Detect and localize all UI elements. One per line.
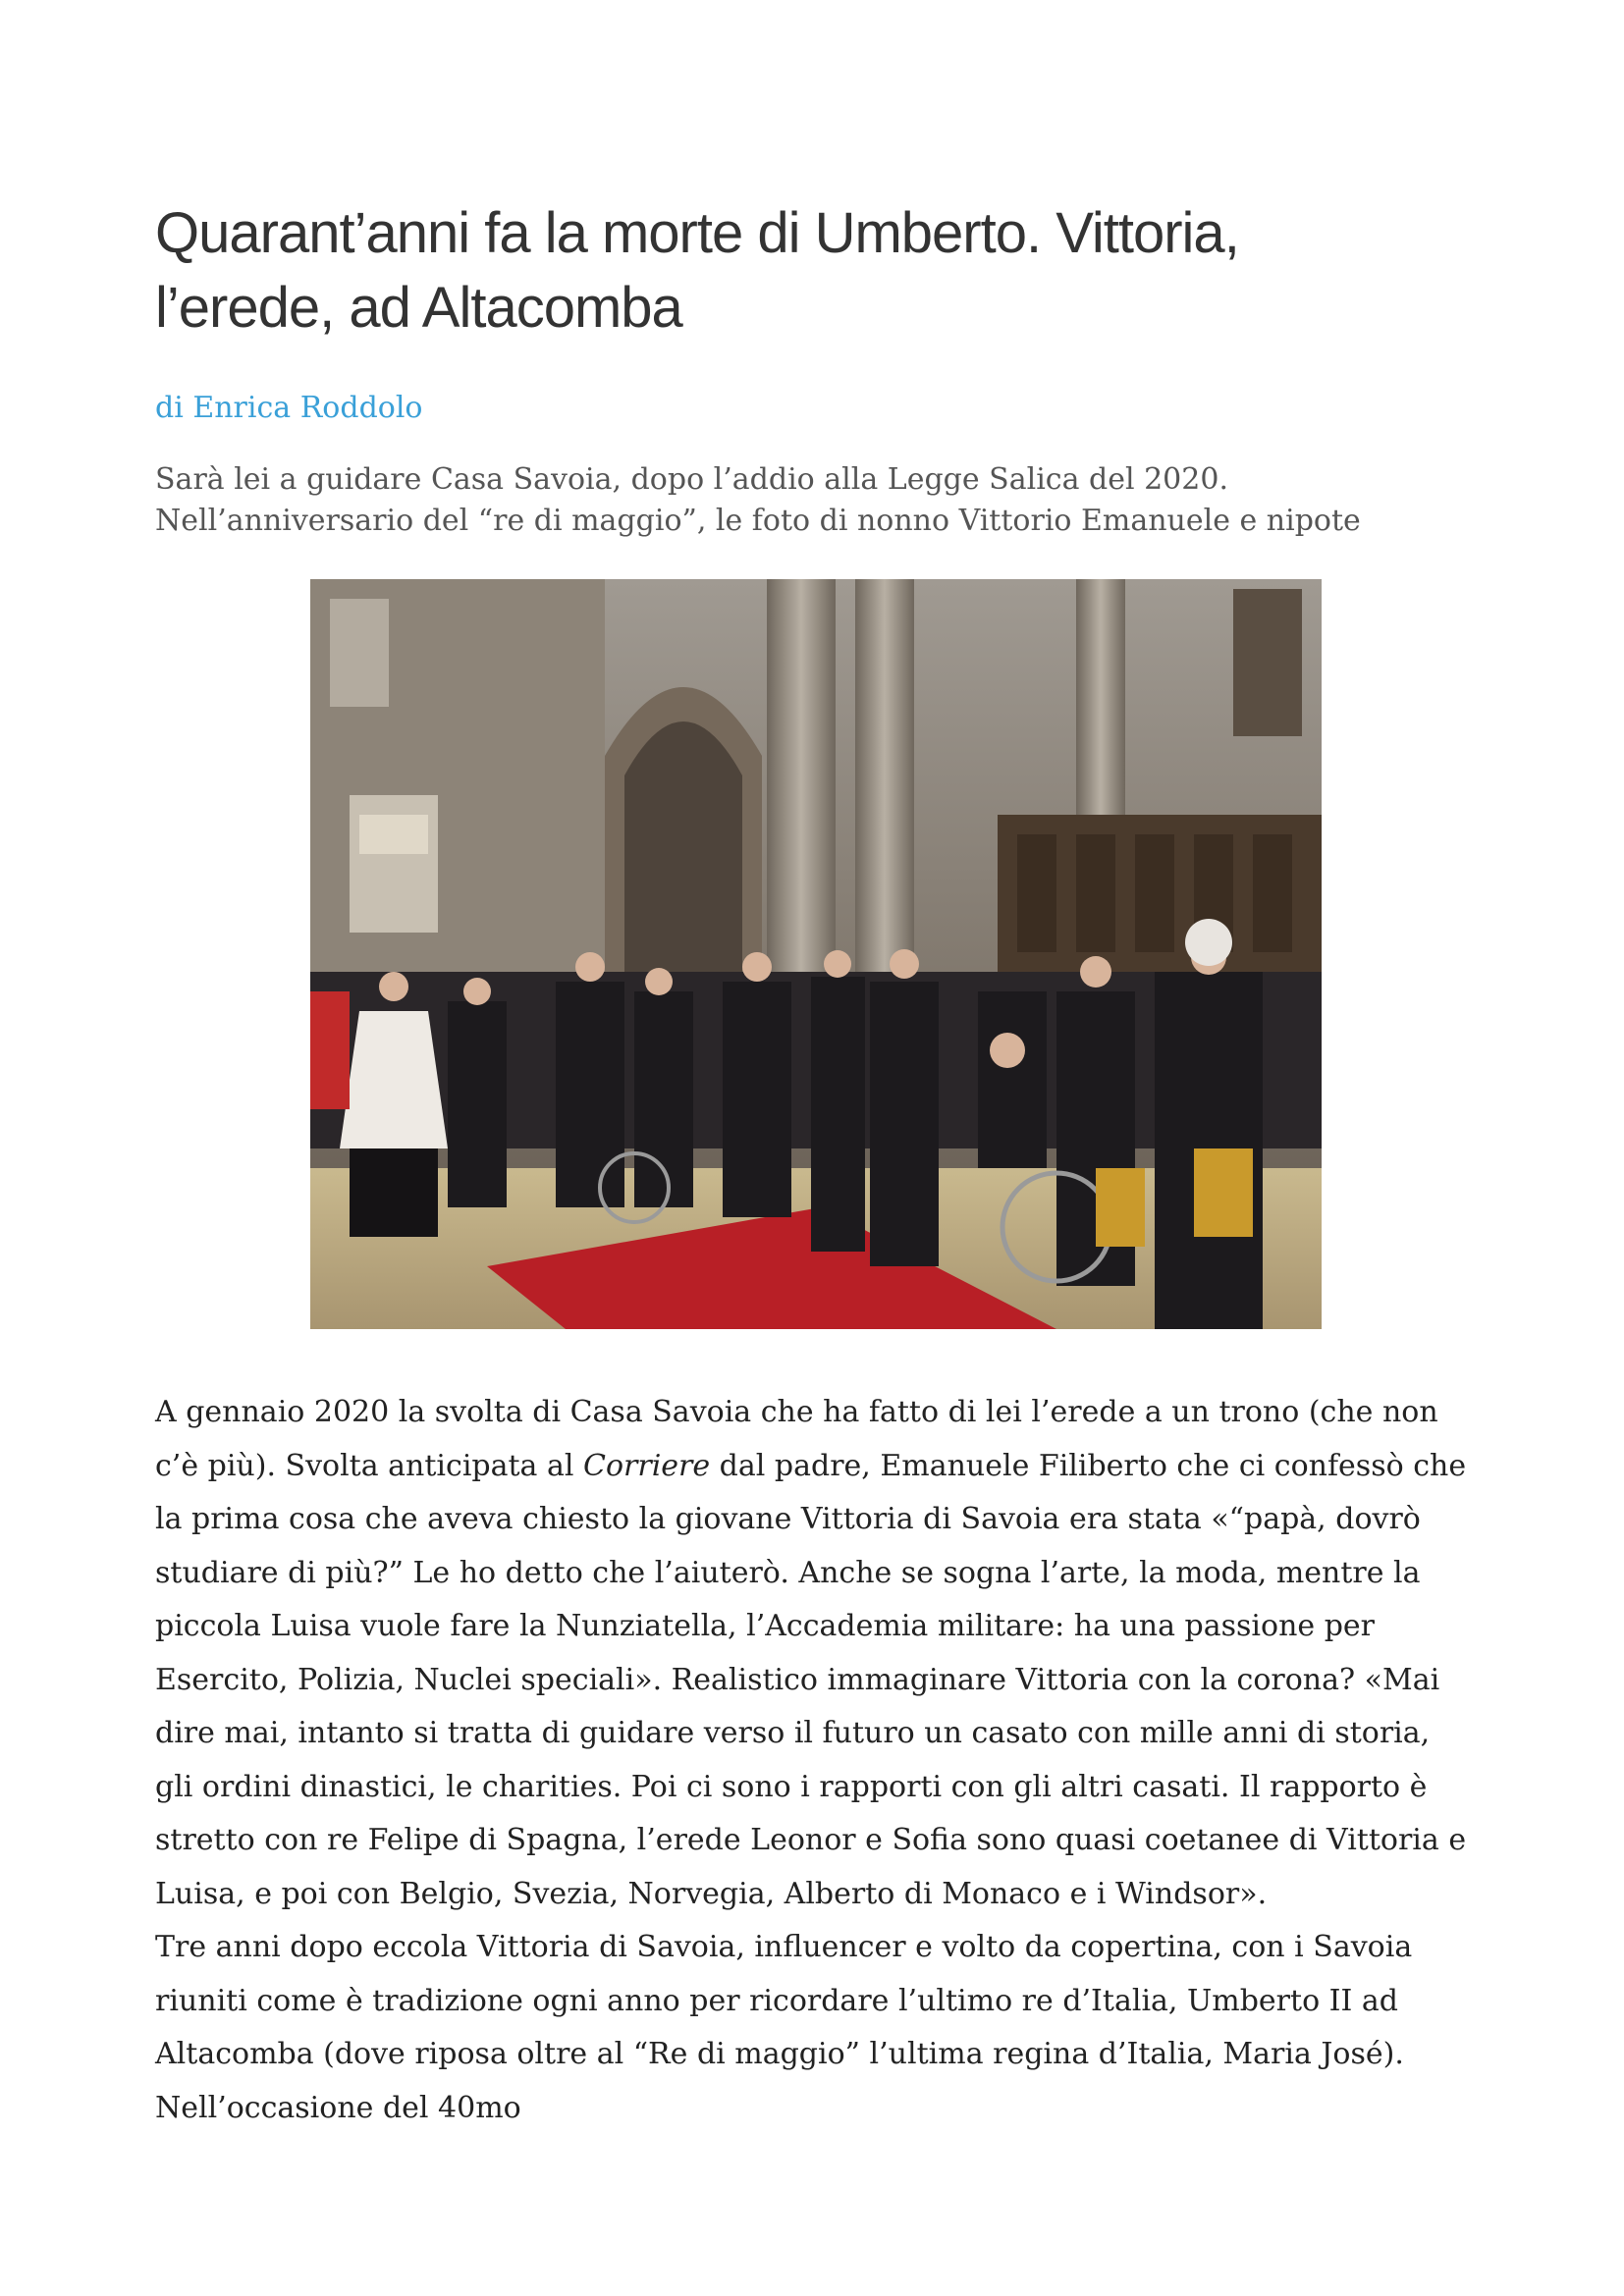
article-body — [155, 1386, 1471, 2135]
article-standfirst: Sarà lei a guidare Casa Savoia, dopo l’addio alla Legge Salica del 2020. Nell’anniversario del “re di maggio”, le foto di nonno Vittorio Emanuele e nipote — [155, 462, 1361, 538]
body-paragraph-2: Tre anni dopo eccola Vittoria di Savoia, influencer e volto da copertina, con i Savoia riuniti come è tradizione ogni anno per ricordare l’ultimo re d’Italia, Umberto II ad Altacomba (dove riposa oltre al “Re di maggio” l’ultima regina d’Italia, Maria José). Nell’occasione del 40mo — [155, 1930, 1413, 2125]
paragraph-1-text-a: A gennaio 2020 la svolta di Casa Savoia che ha fatto di lei l’erede a un trono (che non c’è più). Svolta anticipata al — [155, 1395, 1438, 1483]
paragraph-1-text-b: dal padre, Emanuele Filiberto che ci confessò che la prima cosa che aveva chiesto la giovane Vittoria di Savoia era stata «“papà, dovrò studiare di più?” Le ho detto che l’aiuterò. Anche se sogna l’arte, la moda, mentre la piccola Luisa vuole fare la Nunziatella, l’Accademia militare: ha una passione per Esercito, Polizia, Nuclei speciali». Realistico immaginare Vittoria con la corona? «Mai dire mai, intanto si tratta di guidare verso il futuro un casato con mille anni di storia, gli ordini dinastici, le charities. Poi ci sono i rapporti con gli altri casati. Il rapporto è stretto con re Felipe di Spagna, l’erede Leonor e Sofia sono quasi coetanee di Vittoria e Luisa, e poi con Belgio, Svezia, Norvegia, Alberto di Monaco e i Windsor». — [155, 1448, 1467, 1911]
body-paragraph-1 — [155, 1386, 1471, 1921]
corriere-emphasis: Corriere — [583, 1448, 711, 1483]
author-byline[interactable]: di Enrica Roddolo — [155, 391, 423, 425]
article-photo — [310, 579, 1322, 1329]
article-title: Quarant’anni fa la morte di Umberto. Vittoria, l’erede, ad Altacomba — [155, 201, 1239, 340]
